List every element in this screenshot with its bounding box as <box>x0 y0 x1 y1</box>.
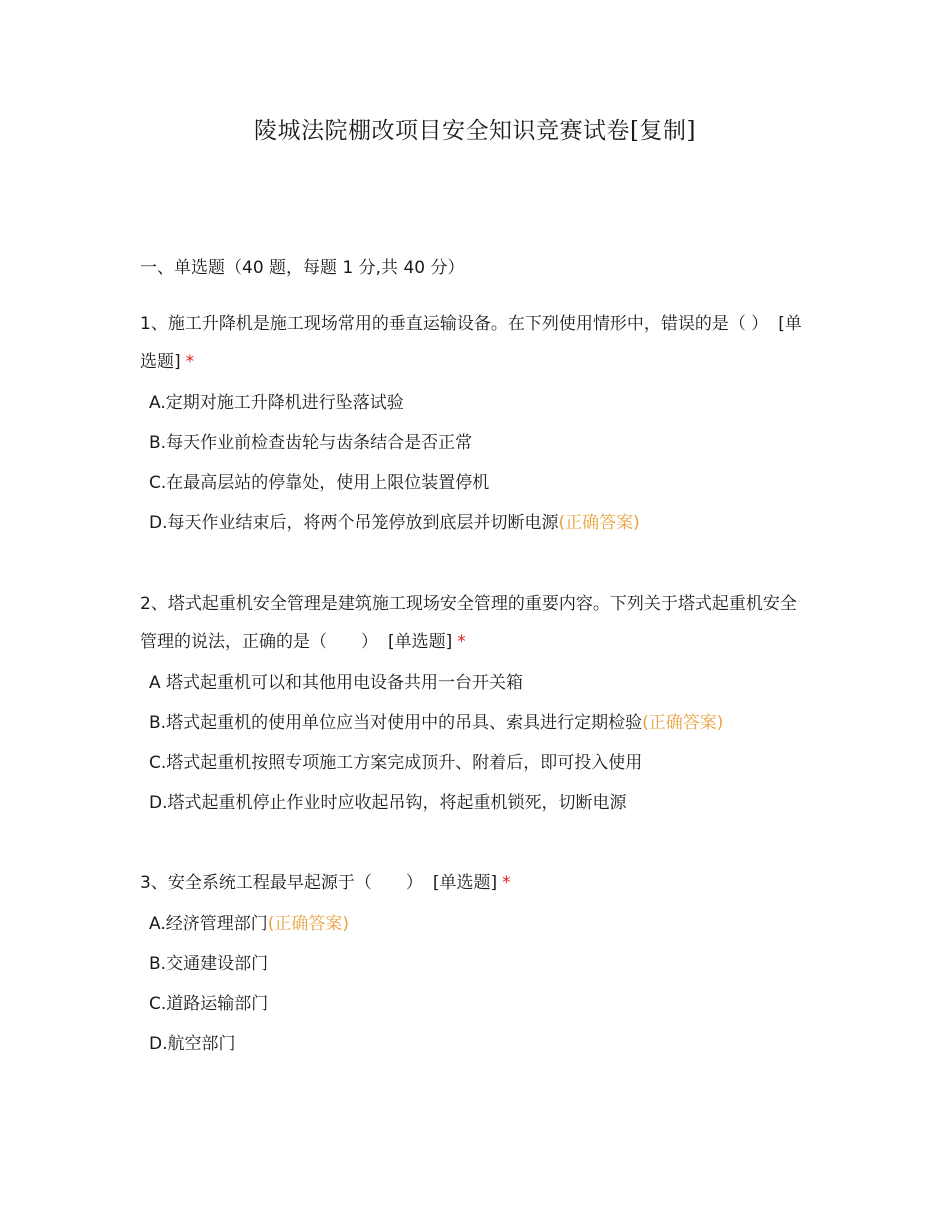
option-text: D.每天作业结束后，将两个吊笼停放到底层并切断电源 <box>149 513 559 533</box>
question-text: 2、塔式起重机安全管理是建筑施工现场安全管理的重要内容。下列关于塔式起重机安全管理的说法，正确的是（ ） <box>140 594 797 652</box>
question-2 <box>140 585 810 823</box>
question-text: 1、施工升降机是施工现场常用的垂直运输设备。在下列使用情形中，错误的是（ ） <box>140 314 769 334</box>
option-b[interactable] <box>149 423 810 463</box>
option-text: C.在最高层站的停靠处，使用上限位装置停机 <box>149 473 490 493</box>
option-text: B.每天作业前检查齿轮与齿条结合是否正常 <box>149 433 473 453</box>
option-a[interactable] <box>149 383 810 423</box>
option-d[interactable] <box>149 1024 810 1064</box>
option-c[interactable] <box>149 984 810 1024</box>
question-stem <box>140 864 810 902</box>
required-mark: * <box>502 873 511 893</box>
option-text: C.道路运输部门 <box>149 994 269 1014</box>
question-stem <box>140 305 810 381</box>
option-text: D.塔式起重机停止作业时应收起吊钩，将起重机锁死，切断电源 <box>149 793 627 813</box>
question-type-label: [单选题] <box>432 873 498 893</box>
required-mark: * <box>185 352 195 372</box>
option-text: A 塔式起重机可以和其他用电设备共用一台开关箱 <box>149 673 524 693</box>
option-text: B.交通建设部门 <box>149 954 269 974</box>
question-text: 3、安全系统工程最早起源于（ ） <box>140 873 423 893</box>
option-text: A.定期对施工升降机进行坠落试验 <box>149 393 404 413</box>
option-text: D.航空部门 <box>149 1034 236 1054</box>
option-text: B.塔式起重机的使用单位应当对使用中的吊具、索具进行定期检验 <box>149 713 643 733</box>
option-text: C.塔式起重机按照专项施工方案完成顶升、附着后，即可投入使用 <box>149 753 643 773</box>
option-d[interactable] <box>149 503 810 543</box>
option-list <box>149 663 810 823</box>
question-type-label: [单选题] <box>388 632 453 652</box>
section-heading: 一、单选题（40 题，每题 1 分,共 40 分） <box>140 258 465 278</box>
option-list <box>149 383 810 543</box>
question-1 <box>140 305 810 543</box>
question-stem <box>140 585 810 661</box>
option-c[interactable] <box>149 743 810 783</box>
option-list <box>149 904 810 1064</box>
required-mark: * <box>457 632 466 652</box>
page-title: 陵城法院棚改项目安全知识竞赛试卷[复制] <box>254 118 696 144</box>
option-b[interactable] <box>149 703 810 743</box>
option-a[interactable] <box>149 904 810 944</box>
option-a[interactable] <box>149 663 810 703</box>
correct-answer-label: (正确答案) <box>558 513 640 533</box>
question-3 <box>140 864 810 1064</box>
question-type-label: [单选题] <box>140 314 802 372</box>
option-c[interactable] <box>149 463 810 503</box>
option-d[interactable] <box>149 783 810 823</box>
option-text: A.经济管理部门 <box>149 914 268 934</box>
correct-answer-label: (正确答案) <box>267 914 349 934</box>
option-b[interactable] <box>149 944 810 984</box>
correct-answer-label: (正确答案) <box>642 713 724 733</box>
